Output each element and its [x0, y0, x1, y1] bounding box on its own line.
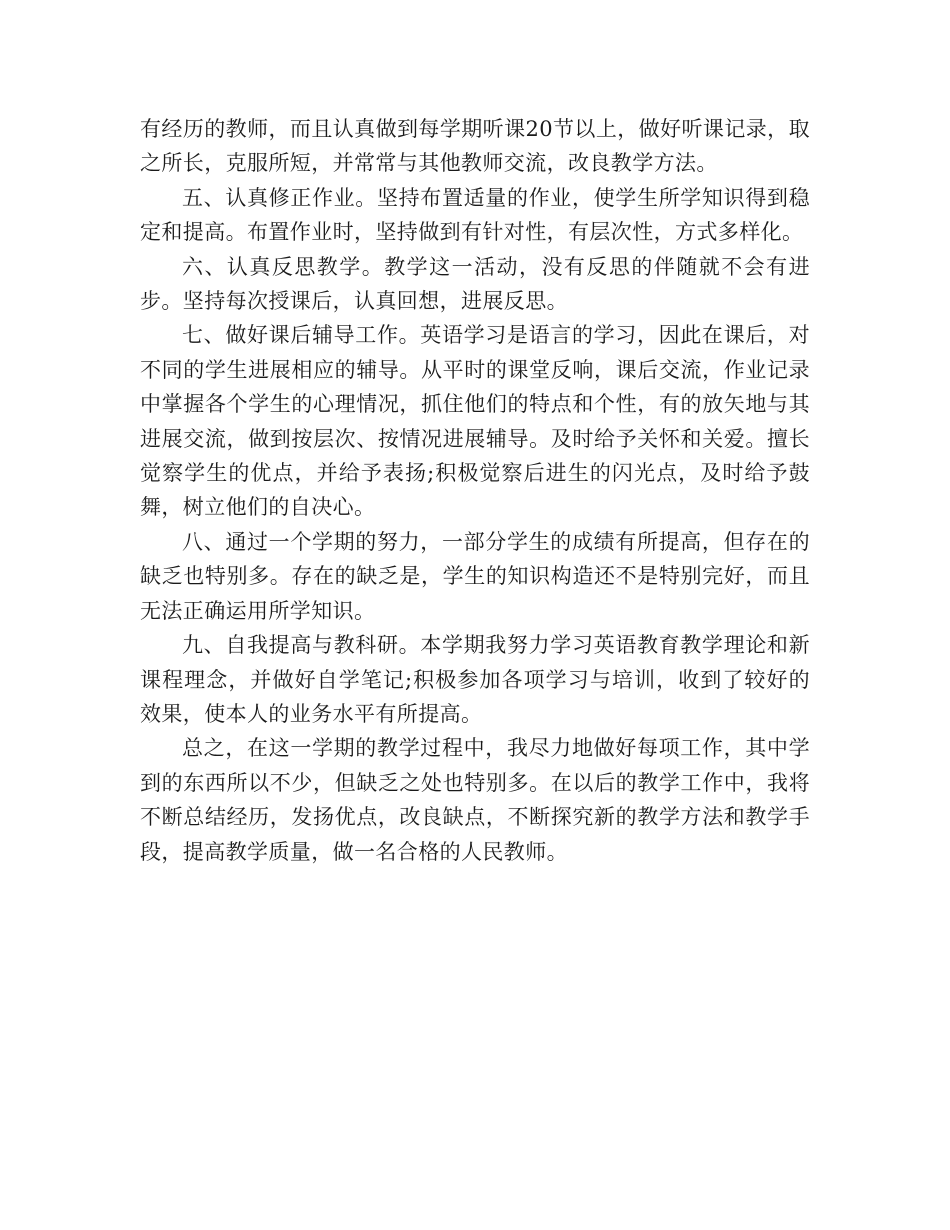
- paragraph-homework: 五、认真修正作业。坚持布置适量的作业，使学生所学知识得到稳定和提高。布置作业时，坚持做到有针对性，有层次性，方式多样化。: [140, 185, 810, 245]
- paragraph-continuation: 有经历的教师，而且认真做到每学期听课20节以上，做好听课记录，取之所长，克服所短，并常常与其他教师交流，改良教学方法。: [140, 117, 810, 176]
- document-body: [140, 112, 810, 869]
- paragraph-reflection: 六、认真反思教学。教学这一活动，没有反思的伴随就不会有进步。坚持每次授课后，认真回想，进展反思。: [140, 254, 810, 314]
- paragraph-tutoring: 七、做好课后辅导工作。英语学习是语言的学习，因此在课后，对不同的学生进展相应的辅导。从平时的课堂反响，课后交流，作业记录中掌握各个学生的心理情况，抓住他们的特点和个性，有的放矢地与其进展交流，做到按层次、按情况进展辅导。及时给予关怀和关爱。擅长觉察学生的优点，并给予表扬;积极觉察后进生的闪光点，及时给予鼓舞，树立他们的自决心。: [140, 323, 810, 520]
- paragraph-self-improvement: 九、自我提高与教科研。本学期我努力学习英语教育教学理论和新课程理念，并做好自学笔记;积极参加各项学习与培训，收到了较好的效果，使本人的业务水平有所提高。: [140, 633, 810, 726]
- paragraph-shortcomings: 八、通过一个学期的努力，一部分学生的成绩有所提高，但存在的缺乏也特别多。存在的缺乏是，学生的知识构造还不是特别完好，而且无法正确运用所学知识。: [140, 529, 810, 623]
- paragraph-conclusion: 总之，在这一学期的教学过程中，我尽力地做好每项工作，其中学到的东西所以不少，但缺乏之处也特别多。在以后的教学工作中，我将不断总结经历，发扬优点，改良缺点，不断探究新的教学方法和教学手段，提高教学质量，做一名合格的人民教师。: [140, 736, 810, 864]
